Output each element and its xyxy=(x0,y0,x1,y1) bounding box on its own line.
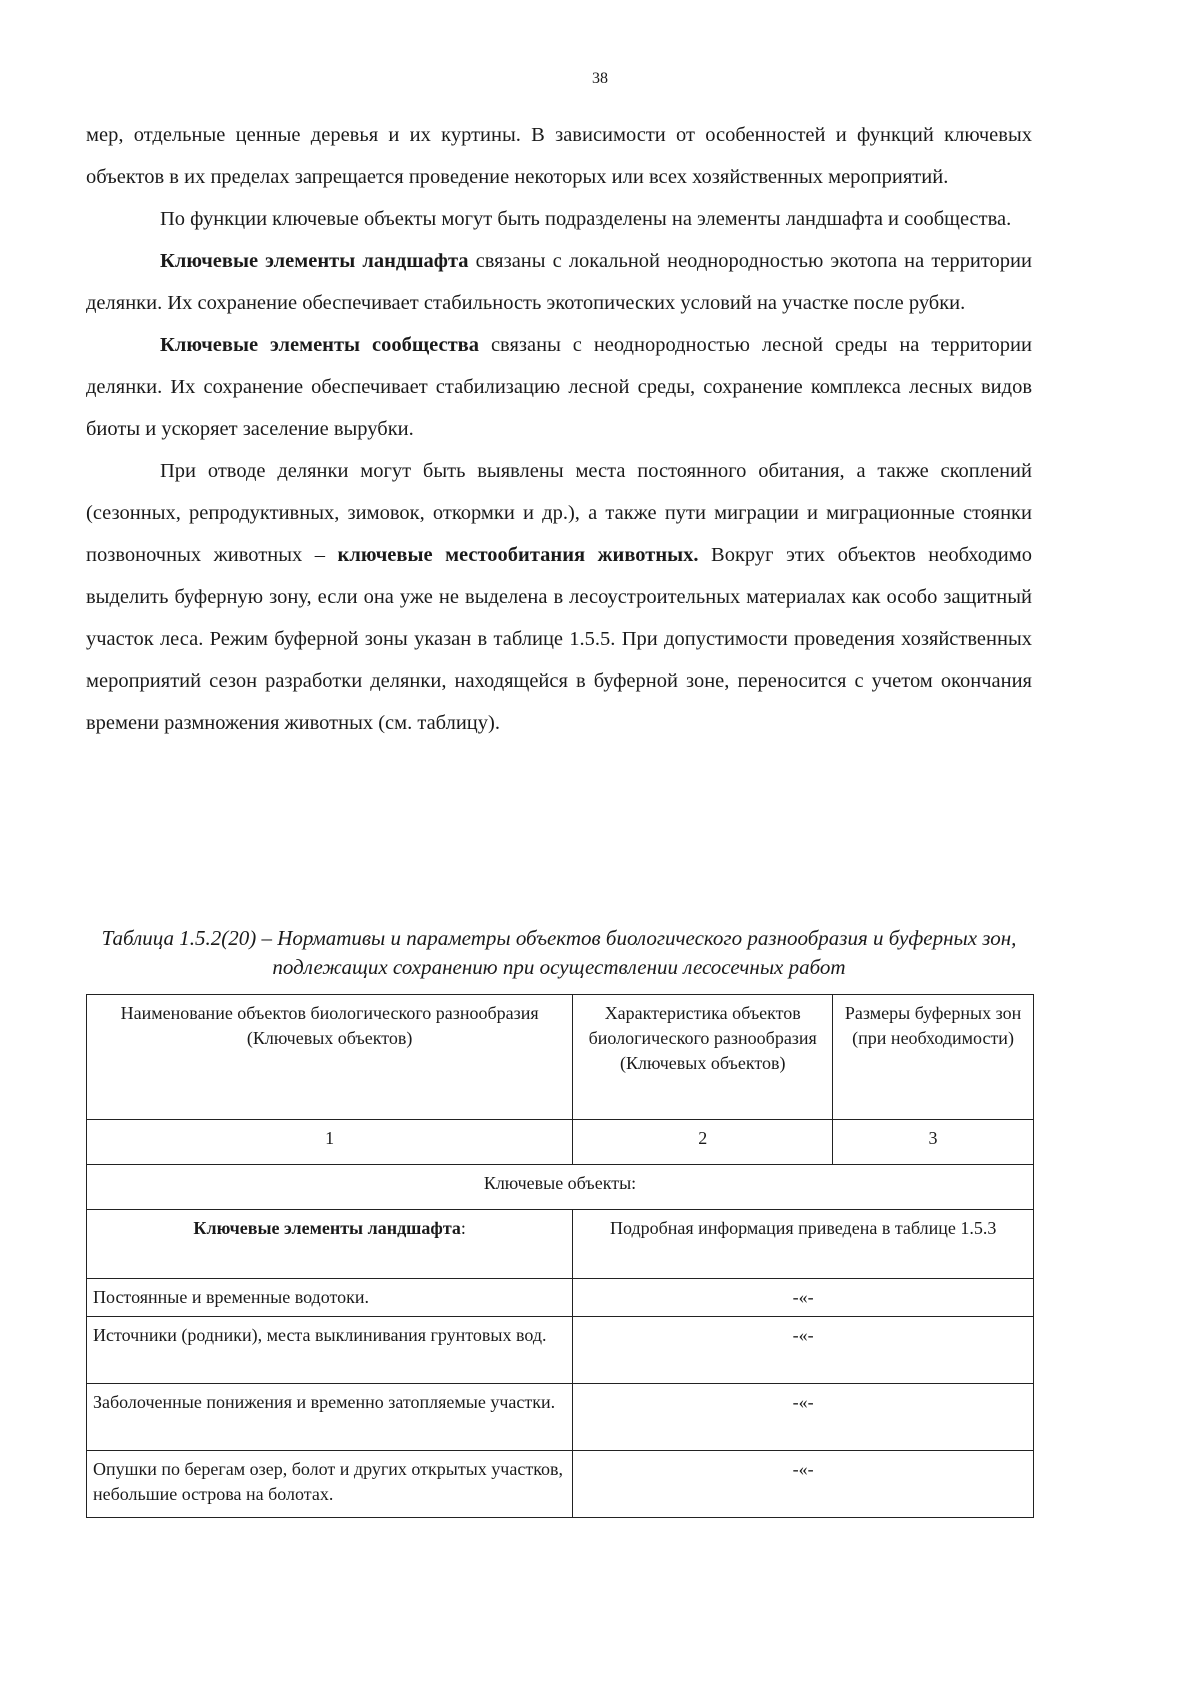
table-row xyxy=(87,1451,1034,1518)
header-cell-characteristic: Характеристика объектов биологического разнообразия (Ключевых объектов) xyxy=(573,995,833,1120)
row-name: Заболоченные понижения и временно затопляемые участки. xyxy=(87,1384,573,1451)
term-landscape: Ключевые элементы ландшафта xyxy=(160,250,469,272)
row-name: Источники (родники), места выклинивания грунтовых вод. xyxy=(87,1317,573,1384)
row-name: Постоянные и временные водотоки. xyxy=(87,1279,573,1317)
paragraph-2: По функции ключевые объекты могут быть подразделены на элементы ландшафта и сообщества. xyxy=(160,208,1012,230)
column-number: 3 xyxy=(833,1120,1034,1165)
paragraph-4-text: связаны с неоднородностью лесной среды на территории делянки. Их сохранение обеспечивает стабилизацию лесной среды, сохранение комплекса лесных видов биоты и ускоряет заселение вырубки. xyxy=(86,334,1033,440)
column-number: 1 xyxy=(87,1120,573,1165)
header-cell-buffer: Размеры буферных зон (при необходимости) xyxy=(833,995,1034,1120)
column-number: 2 xyxy=(573,1120,833,1165)
column-number-row xyxy=(87,1120,1034,1165)
paragraph-5-start: При отводе делянки могут быть выявлены места постоянного обитания, а также скоплений (сезонных, репродуктивных, зимовок, откормки и др.), а также пути миграции и миграционные стоянки позвоночных животных – xyxy=(86,460,1032,566)
section-title: Ключевые объекты: xyxy=(87,1165,1034,1210)
landscape-label-cell xyxy=(87,1210,573,1279)
row-value: -«- xyxy=(573,1384,1034,1451)
row-value: -«- xyxy=(573,1279,1034,1317)
row-name: Опушки по берегам озер, болот и других открытых участков, небольшие острова на болотах. xyxy=(87,1451,573,1518)
biodiversity-table xyxy=(86,994,1034,1518)
term-community: Ключевые элементы сообщества xyxy=(160,334,480,356)
paragraph-1: мер, отдельные ценные деревья и их куртины. В зависимости от особенностей и функций ключевых объектов в их пределах запрещается проведение некоторых или всех хозяйственных мероприятий. xyxy=(86,124,1032,188)
term-habitats: ключевые местообитания животных. xyxy=(337,544,699,566)
landscape-info: Подробная информация приведена в таблице 1.5.3 xyxy=(573,1210,1034,1279)
table-caption: Таблица 1.5.2(20) – Нормативы и параметры объектов биологического разнообразия и буферных зон, подлежащих сохранению при осуществлении лесосечных работ xyxy=(101,926,1017,979)
paragraph-5-text: Вокруг этих объектов необходимо выделить буферную зону, если она уже не выделена в лесоустроительных материалах как особо защитный участок леса. Режим буферной зоны указан в таблице 1.5.5. При допустимости проведения хозяйственных мероприятий сезон разработки делянки, находящейся в буферной зоне, переносится с учетом окончания времени размножения животных (см. таблицу). xyxy=(86,544,1032,734)
paragraph-5 xyxy=(86,450,1032,744)
table-row xyxy=(87,1279,1034,1317)
row-value: -«- xyxy=(573,1451,1034,1518)
landscape-row xyxy=(87,1210,1034,1279)
section-row xyxy=(87,1165,1034,1210)
paragraph-3-text: связаны с локальной неоднородностью экотопа на территории делянки. Их сохранение обеспечивает стабильность экотопических условий на участке после рубки. xyxy=(86,250,1032,314)
table-row xyxy=(87,1384,1034,1451)
row-value: -«- xyxy=(573,1317,1034,1384)
landscape-colon: : xyxy=(460,1218,466,1238)
landscape-label: Ключевые элементы ландшафта xyxy=(193,1218,461,1238)
table-row xyxy=(87,1317,1034,1384)
body-text xyxy=(86,114,1032,744)
paragraph-4 xyxy=(86,324,1032,450)
paragraph-3 xyxy=(86,240,1032,324)
table-header-row xyxy=(87,995,1034,1120)
header-cell-name: Наименование объектов биологического разнообразия (Ключевых объектов) xyxy=(87,995,573,1120)
page-number: 38 xyxy=(592,70,608,87)
